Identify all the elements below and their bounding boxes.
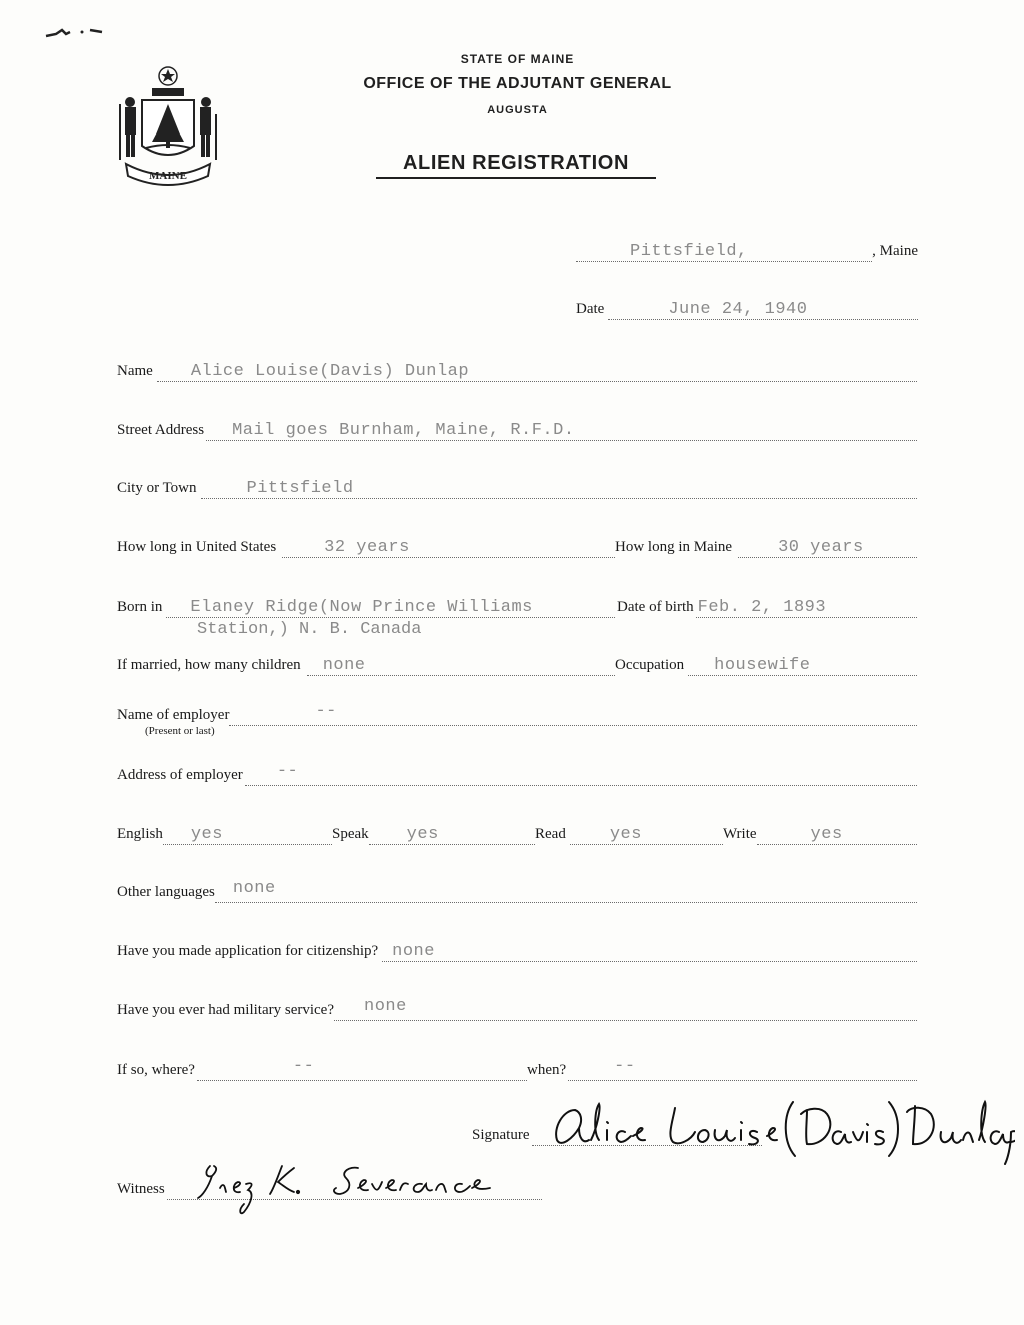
read-line [570,822,723,845]
street-address-value: Mail goes Burnham, Maine, R.F.D. [232,421,575,440]
years-us-line [282,535,615,558]
witness-label: Witness [117,1181,165,1197]
born-in-value-line2: Station,) N. B. Canada [197,620,422,639]
dob-label: Date of birth [617,599,694,615]
state-heading: STATE OF MAINE [460,52,575,66]
office-heading: OFFICE OF THE ADJUTANT GENERAL [363,75,672,92]
employer-name-row [117,702,917,726]
when-label: when? [527,1062,567,1078]
years-us-row [117,534,615,558]
children-label: If married, how many children [117,657,301,673]
speak-value: yes [406,825,439,844]
employer-address-row [117,762,917,786]
where-line [197,1058,527,1081]
citizenship-line [382,939,917,962]
name-label: Name [117,363,153,379]
street-address-row [117,417,917,441]
form-title: ALIEN REGISTRATION [376,152,656,179]
speak-label: Speak [332,826,369,842]
street-address-label: Street Address [117,422,205,438]
read-row [535,821,723,845]
other-languages-label: Other languages [117,884,215,900]
where-label: If so, where? [117,1062,195,1078]
military-label: Have you ever had military service? [117,1002,334,1018]
years-maine-value: 30 years [778,538,864,557]
write-label: Write [723,826,757,842]
witness-row [117,1176,542,1200]
write-line [757,822,917,845]
other-languages-value: none [232,879,276,898]
employer-address-value: -- [276,762,299,781]
born-in-value: Elaney Ridge(Now Prince Williams [190,598,533,617]
signature-line [532,1123,763,1146]
military-row [117,997,917,1021]
place-line [576,239,872,262]
name-value: Alice Louise(Davis) Dunlap [190,362,470,381]
english-value: yes [190,825,223,844]
other-languages-row [117,879,917,903]
witness-line [167,1177,542,1200]
when-line [568,1058,917,1081]
date-value: June 24, 1940 [668,300,808,319]
ink-speck [42,20,112,40]
years-maine-line [738,535,917,558]
signature-row [472,1122,762,1146]
write-value: yes [810,825,843,844]
years-maine-row [615,534,917,558]
born-in-line [166,595,615,618]
when-row [527,1057,917,1081]
occupation-row [615,652,917,676]
read-value: yes [609,825,642,844]
name-line [157,359,917,382]
when-value: -- [614,1057,636,1076]
place-suffix: , Maine [872,243,918,259]
city-line [201,476,917,499]
citizenship-row [117,938,917,962]
signature-label: Signature [472,1127,530,1143]
speak-line [369,822,535,845]
dob-row [617,594,917,618]
dob-value: Feb. 2, 1893 [697,598,827,617]
years-us-label: How long in United States [117,539,277,555]
english-row [117,821,332,845]
military-value: none [364,997,407,1016]
military-line [334,998,917,1021]
city-value: Pittsfield [246,479,354,498]
speak-row [332,821,535,845]
city-row [117,475,917,499]
svg-text:MAINE: MAINE [149,170,187,182]
other-languages-line [215,880,917,903]
years-maine-label: How long in Maine [615,539,733,555]
date-row [576,296,918,320]
occupation-label: Occupation [615,657,685,673]
children-row [117,652,615,676]
years-us-value: 32 years [324,538,410,557]
employer-name-sublabel: (Present or last) [145,725,215,737]
employer-name-label: Name of employer [117,707,230,723]
born-in-label: Born in [117,599,163,615]
street-address-line [206,418,917,441]
occupation-line [688,653,917,676]
city-label: City or Town [117,480,197,496]
english-label: English [117,826,163,842]
read-label: Read [535,826,566,842]
place-value: Pittsfield, [630,242,748,261]
occupation-value: housewife [714,656,811,675]
citizenship-value: none [392,942,435,961]
citizenship-label: Have you made application for citizenship? [117,943,379,959]
children-line [307,653,615,676]
employer-address-label: Address of employer [117,767,243,783]
dob-line [696,595,917,618]
employer-name-line [229,703,917,726]
city-heading: AUGUSTA [487,104,548,116]
where-row [117,1057,527,1081]
write-row [723,821,917,845]
children-value: none [322,656,366,675]
english-line [163,822,332,845]
where-value: -- [292,1057,315,1076]
date-line [608,297,918,320]
born-in-row [117,594,615,618]
date-label: Date [576,301,605,317]
place-row [576,238,918,262]
name-row [117,358,917,382]
employer-address-line [245,763,917,786]
employer-name-value: -- [315,702,337,721]
maine-seal-icon [112,64,224,188]
